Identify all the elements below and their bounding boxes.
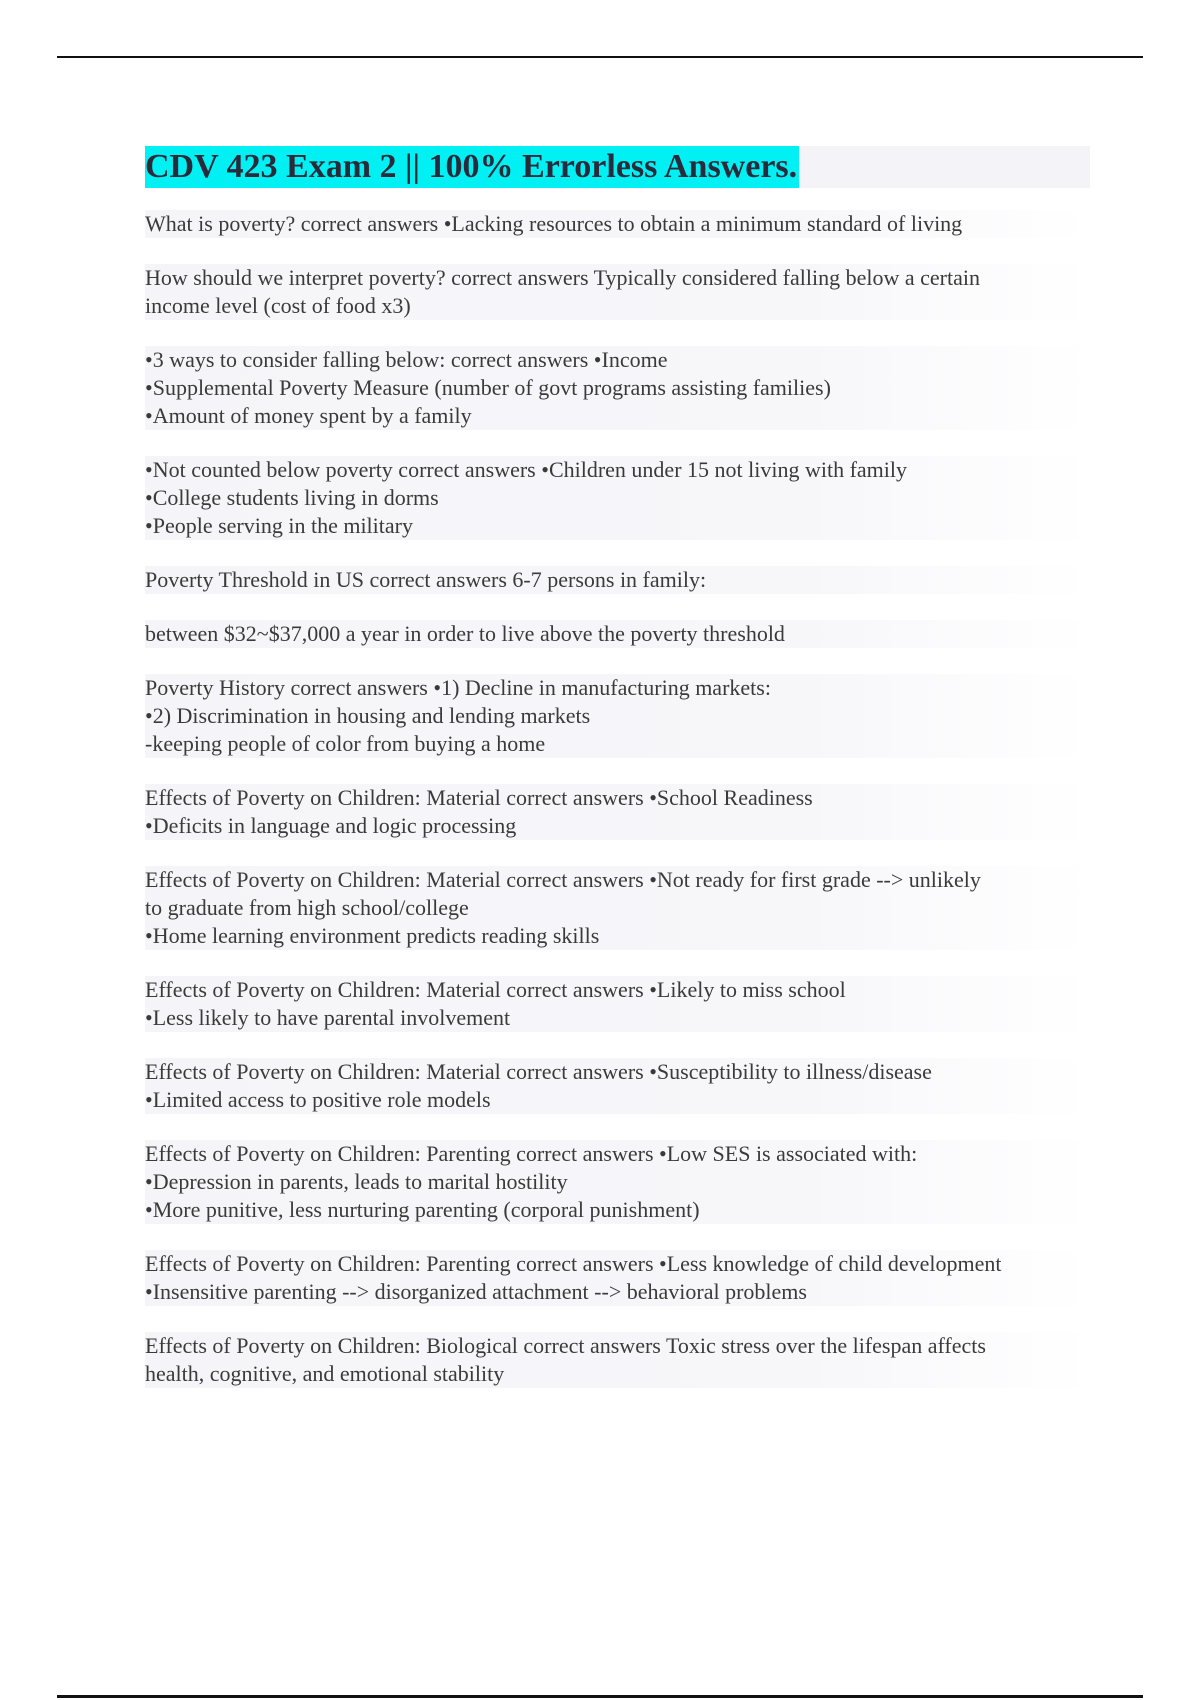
qa-line: How should we interpret poverty? correct answers Typically considered falling below a certain xyxy=(145,264,1090,292)
qa-line: Poverty Threshold in US correct answers 6-7 persons in family: xyxy=(145,566,1090,594)
qa-line: •Less likely to have parental involvement xyxy=(145,1004,1090,1032)
qa-line: •Depression in parents, leads to marital hostility xyxy=(145,1168,1090,1196)
qa-line: •Supplemental Poverty Measure (number of govt programs assisting families) xyxy=(145,374,1090,402)
qa-entry xyxy=(145,976,1090,1032)
title-band xyxy=(145,146,1090,188)
top-rule xyxy=(57,56,1143,58)
qa-entry xyxy=(145,1250,1090,1306)
qa-line: What is poverty? correct answers •Lacking resources to obtain a minimum standard of living xyxy=(145,210,1090,238)
qa-entry xyxy=(145,210,1090,238)
qa-line: Effects of Poverty on Children: Parenting correct answers •Less knowledge of child development xyxy=(145,1250,1090,1278)
document-body xyxy=(145,146,1090,1414)
qa-line: •Limited access to positive role models xyxy=(145,1086,1090,1114)
qa-line: Effects of Poverty on Children: Material correct answers •Not ready for first grade --> unlikely xyxy=(145,866,1090,894)
qa-line: Effects of Poverty on Children: Material correct answers •Susceptibility to illness/disease xyxy=(145,1058,1090,1086)
bottom-rule xyxy=(57,1695,1143,1698)
qa-line: Effects of Poverty on Children: Material correct answers •Likely to miss school xyxy=(145,976,1090,1004)
qa-entry xyxy=(145,456,1090,540)
qa-entry xyxy=(145,620,1090,648)
qa-line: income level (cost of food x3) xyxy=(145,292,1090,320)
qa-line: •3 ways to consider falling below: correct answers •Income xyxy=(145,346,1090,374)
qa-line: between $32~$37,000 a year in order to live above the poverty threshold xyxy=(145,620,1090,648)
qa-line: •Deficits in language and logic processing xyxy=(145,812,1090,840)
qa-line: Effects of Poverty on Children: Material correct answers •School Readiness xyxy=(145,784,1090,812)
qa-entry xyxy=(145,866,1090,950)
qa-entry xyxy=(145,1140,1090,1224)
qa-entry xyxy=(145,674,1090,758)
qa-entry xyxy=(145,566,1090,594)
qa-line: Effects of Poverty on Children: Parenting correct answers •Low SES is associated with: xyxy=(145,1140,1090,1168)
qa-entry xyxy=(145,264,1090,320)
qa-line: Effects of Poverty on Children: Biological correct answers Toxic stress over the lifespan affects xyxy=(145,1332,1090,1360)
document-title: CDV 423 Exam 2 || 100% Errorless Answers. xyxy=(145,146,799,188)
qa-line: •Amount of money spent by a family xyxy=(145,402,1090,430)
qa-line: •People serving in the military xyxy=(145,512,1090,540)
qa-entry xyxy=(145,1058,1090,1114)
qa-entry xyxy=(145,784,1090,840)
qa-line: Poverty History correct answers •1) Decline in manufacturing markets: xyxy=(145,674,1090,702)
qa-line: -keeping people of color from buying a home xyxy=(145,730,1090,758)
qa-line: to graduate from high school/college xyxy=(145,894,1090,922)
qa-line: •2) Discrimination in housing and lending markets xyxy=(145,702,1090,730)
qa-line: •Insensitive parenting --> disorganized attachment --> behavioral problems xyxy=(145,1278,1090,1306)
qa-list xyxy=(145,210,1090,1388)
qa-line: •Home learning environment predicts reading skills xyxy=(145,922,1090,950)
qa-line: •Not counted below poverty correct answers •Children under 15 not living with family xyxy=(145,456,1090,484)
qa-line: •More punitive, less nurturing parenting (corporal punishment) xyxy=(145,1196,1090,1224)
qa-line: •College students living in dorms xyxy=(145,484,1090,512)
qa-entry xyxy=(145,346,1090,430)
qa-line: health, cognitive, and emotional stability xyxy=(145,1360,1090,1388)
qa-entry xyxy=(145,1332,1090,1388)
